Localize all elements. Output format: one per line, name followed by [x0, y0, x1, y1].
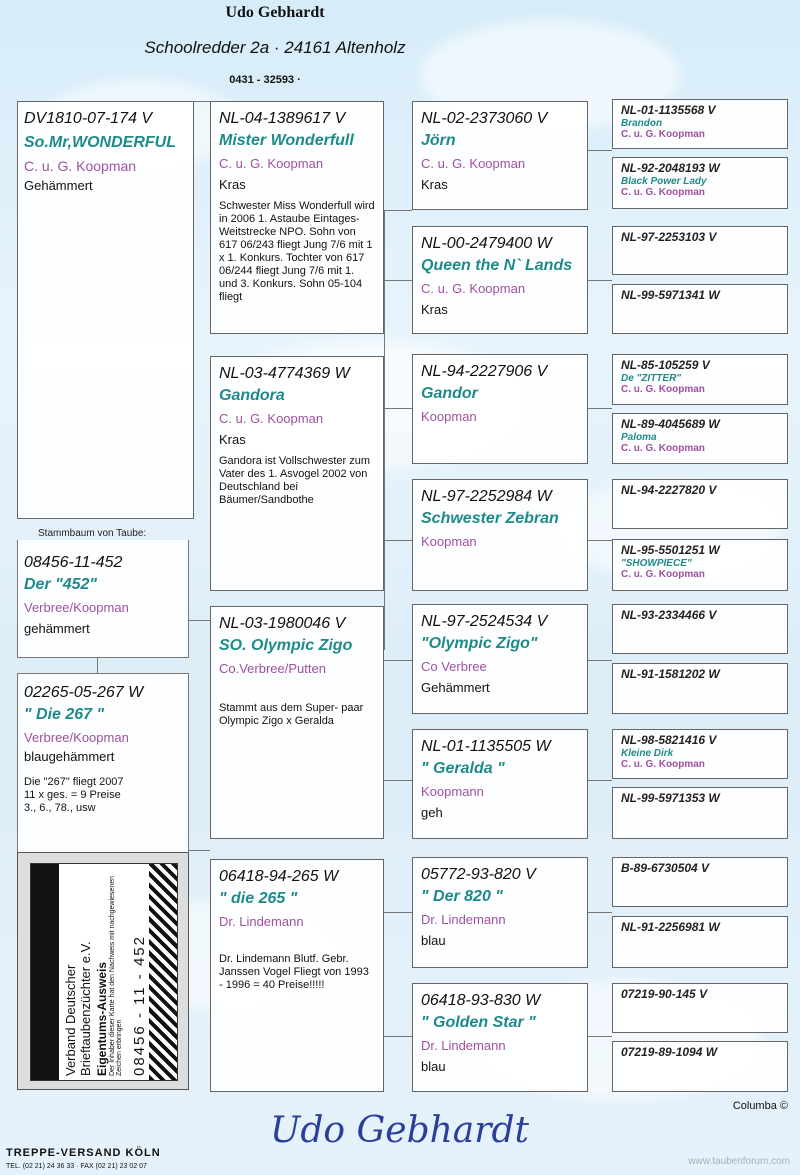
gen3-box — [612, 787, 788, 839]
gen1-breeder: C. u. G. Koopman — [219, 411, 324, 426]
gen2-breeder: Koopmann — [421, 784, 484, 799]
dam-dam-box — [210, 859, 384, 1092]
sire-dam-box — [210, 356, 384, 591]
gen2-name: Gandor — [421, 385, 478, 402]
gen3-ring: NL-93-2334466 V — [621, 608, 717, 622]
card-org1: Verband Deutscher — [63, 964, 78, 1076]
gen3-breeder: C. u. G. Koopman — [621, 187, 705, 198]
gen1-color: Kras — [219, 432, 246, 447]
gen2-ring: NL-97-2524534 V — [421, 613, 548, 630]
gen3-breeder: C. u. G. Koopman — [621, 384, 705, 395]
gen3-ring: NL-85-105259 V — [621, 358, 710, 372]
gen3-box — [612, 99, 788, 149]
signature: Udo Gebhardt — [270, 1110, 529, 1151]
owner-name: Udo Gebhardt — [225, 4, 325, 21]
gen2-color: geh — [421, 805, 443, 820]
gen1-description: Schwester Miss Wonderfull wird in 2006 1. Astaube Eintages- Weitstrecke NPO. Sohn von 617 06/243 fliegt Jung 7/6 mit 1 x 1. Konkurs. Tochter von 617 06/244 fliegt Jung 7/6 mit 1. und 3. Konkurs. Sohn 05-104 fliegt — [219, 200, 375, 303]
proband-box — [17, 101, 194, 519]
gen3-box — [612, 663, 788, 714]
dam-color: blaugehämmert — [24, 749, 115, 764]
ownership-card — [17, 852, 189, 1090]
gen2-breeder: Dr. Lindemann — [421, 1038, 506, 1053]
card-title: Eigentums-Ausweis — [95, 961, 109, 1076]
gen3-name: Kleine Dirk — [621, 748, 674, 759]
gen3-box — [612, 354, 788, 405]
gen2-name: Schwester Zebran — [421, 510, 559, 527]
gen1-name: SO. Olympic Zigo — [219, 637, 353, 654]
gen3-name: Brandon — [621, 118, 663, 129]
gen3-ring: NL-99-5971341 W — [621, 288, 720, 302]
gen1-description: Dr. Lindemann Blutf. Gebr. Janssen Vogel Fliegt von 1993 - 1996 = 40 Preise!!!!! — [219, 953, 369, 991]
gen3-breeder: C. u. G. Koopman — [621, 129, 705, 140]
gen3-name: Black Power Lady — [621, 176, 707, 187]
gen2-ring: NL-94-2227906 V — [421, 363, 548, 380]
gen2-ring: NL-00-2479400 W — [421, 235, 552, 252]
gen2-ring: NL-97-2252984 W — [421, 488, 552, 505]
gen3-ring: NL-89-4045689 W — [621, 417, 720, 431]
gen2-color: blau — [421, 933, 446, 948]
dam-sire-box — [210, 606, 384, 839]
gen2-breeder: Dr. Lindemann — [421, 912, 506, 927]
gen2-ring: 05772-93-820 V — [421, 866, 536, 883]
gen3-ring: NL-98-5821416 V — [621, 733, 717, 747]
dam-breeder: Verbree/Koopman — [24, 730, 129, 745]
owner-phone: 0431 - 32593 · — [229, 74, 301, 86]
gen3-ring: NL-99-5971353 W — [621, 791, 720, 805]
card-ring-number: 08456 - 11 - 452 — [131, 935, 148, 1076]
gen3-ring: NL-97-2253103 V — [621, 230, 717, 244]
gen3-breeder: C. u. G. Koopman — [621, 569, 705, 580]
gen3-ring: 07219-89-1094 W — [621, 1045, 718, 1059]
gen2-box — [412, 729, 588, 839]
gen3-ring: B-89-6730504 V — [621, 861, 710, 875]
dam-ring: 02265-05-267 W — [24, 684, 144, 701]
gen3-box — [612, 539, 788, 591]
taube-box — [17, 540, 189, 658]
gen3-box — [612, 226, 788, 275]
gen2-name: Jörn — [421, 132, 456, 149]
gen2-name: " Golden Star " — [421, 1014, 536, 1031]
gen2-box — [412, 857, 588, 968]
gen1-ring: NL-03-1980046 V — [219, 615, 346, 632]
gen3-name: Paloma — [621, 432, 657, 443]
taube-ring: 08456-11-452 — [24, 554, 123, 571]
gen2-breeder: Koopman — [421, 409, 477, 424]
gen2-box — [412, 479, 588, 591]
gen2-box — [412, 354, 588, 464]
card-logo — [31, 864, 59, 1080]
proband-breeder: C. u. G. Koopman — [24, 158, 137, 174]
taube-breeder: Verbree/Koopman — [24, 600, 129, 615]
gen2-box — [412, 101, 588, 210]
gen1-ring: NL-04-1389617 V — [219, 110, 346, 127]
gen3-breeder: C. u. G. Koopman — [621, 759, 705, 770]
gen3-box — [612, 983, 788, 1033]
gen2-breeder: C. u. G. Koopman — [421, 156, 526, 171]
gen3-name: "SHOWPIECE" — [621, 558, 692, 569]
gen2-name: " Geralda " — [421, 760, 505, 777]
gen2-box — [412, 983, 588, 1092]
gen3-ring: NL-01-1135568 V — [621, 103, 716, 117]
gen1-ring: 06418-94-265 W — [219, 868, 339, 885]
proband-color: Gehämmert — [24, 178, 93, 193]
gen2-name: Queen the N` Lands — [421, 257, 573, 274]
gen2-color: blau — [421, 1059, 446, 1074]
gen1-name: Mister Wonderfull — [219, 132, 354, 149]
proband-name: So.Mr,WONDERFUL — [24, 134, 176, 151]
gen3-ring: NL-94-2227820 V — [621, 483, 717, 497]
watermark: www.taubenforum.com — [688, 1156, 790, 1167]
gen2-ring: NL-02-2373060 V — [421, 110, 548, 127]
card-org2: Brieftaubenzüchter e.V. — [78, 941, 93, 1076]
proband-ring: DV1810-07-174 V — [24, 110, 153, 127]
gen3-box — [612, 157, 788, 209]
gen3-box — [612, 284, 788, 334]
gen3-ring: NL-92-2048193 W — [621, 161, 720, 175]
gen2-breeder: C. u. G. Koopman — [421, 281, 526, 296]
card-pattern — [149, 864, 177, 1080]
gen2-breeder: Co Verbree — [421, 659, 487, 674]
dam-description: Die "267" fliegt 2007 11 x ges. = 9 Preise 3., 6., 78., usw — [24, 776, 124, 814]
gen2-box — [412, 226, 588, 334]
gen3-box — [612, 857, 788, 907]
dam-box — [17, 673, 189, 853]
stammbaum-title: Stammbaum von Taube: — [24, 528, 208, 539]
gen3-box — [612, 729, 788, 779]
gen3-box — [612, 479, 788, 529]
gen1-name: " die 265 " — [219, 890, 298, 907]
owner-address: Schoolredder 2a · 24161 Altenholz — [144, 38, 406, 57]
gen3-ring: NL-95-5501251 W — [621, 543, 720, 557]
gen3-ring: NL-91-2256981 W — [621, 920, 720, 934]
gen3-name: De "ZITTER" — [621, 373, 682, 384]
printer-name: TREPPE-VERSAND KÖLN — [6, 1147, 161, 1159]
gen1-name: Gandora — [219, 387, 285, 404]
gen1-breeder: Dr. Lindemann — [219, 914, 304, 929]
gen1-description: Gandora ist Vollschwester zum Vater des 1. Asvogel 2002 von Deutschland bei Bäumer/Sandbothe — [219, 455, 371, 506]
gen2-ring: NL-01-1135505 W — [421, 738, 551, 755]
taube-color: gehämmert — [24, 621, 90, 636]
gen2-color: Kras — [421, 177, 448, 192]
gen2-box — [412, 604, 588, 714]
gen3-box — [612, 1041, 788, 1092]
gen3-breeder: C. u. G. Koopman — [621, 443, 705, 454]
gen1-description: Stammt aus dem Super- paar Olympic Zigo x Geralda — [219, 702, 364, 727]
gen2-ring: 06418-93-830 W — [421, 992, 541, 1009]
gen2-color: Kras — [421, 302, 448, 317]
gen2-name: "Olympic Zigo" — [421, 635, 538, 652]
gen2-breeder: Koopman — [421, 534, 477, 549]
printer-contact: TEL. (02 21) 24 36 33 · FAX (02 21) 23 02 07 — [6, 1163, 147, 1170]
gen1-ring: NL-03-4774369 W — [219, 365, 350, 382]
gen3-box — [612, 413, 788, 464]
gen3-box — [612, 916, 788, 968]
gen1-breeder: Co.Verbree/Putten — [219, 661, 326, 676]
gen3-ring: NL-91-1581202 W — [621, 667, 720, 681]
gen1-color: Kras — [219, 177, 246, 192]
gen3-box — [612, 604, 788, 654]
dam-name: " Die 267 " — [24, 706, 105, 723]
gen2-color: Gehämmert — [421, 680, 490, 695]
sire-box — [210, 101, 384, 334]
gen1-breeder: C. u. G. Koopman — [219, 156, 324, 171]
taube-name: Der "452" — [24, 576, 97, 593]
gen3-ring: 07219-90-145 V — [621, 987, 708, 1001]
gen2-name: " Der 820 " — [421, 888, 503, 905]
card-note: Der Inhaber dieser Karte hat den Nachweis mit nachgewiesenen Zeichen erbringen — [109, 875, 123, 1076]
columba-credit: Columba © — [732, 1100, 788, 1112]
